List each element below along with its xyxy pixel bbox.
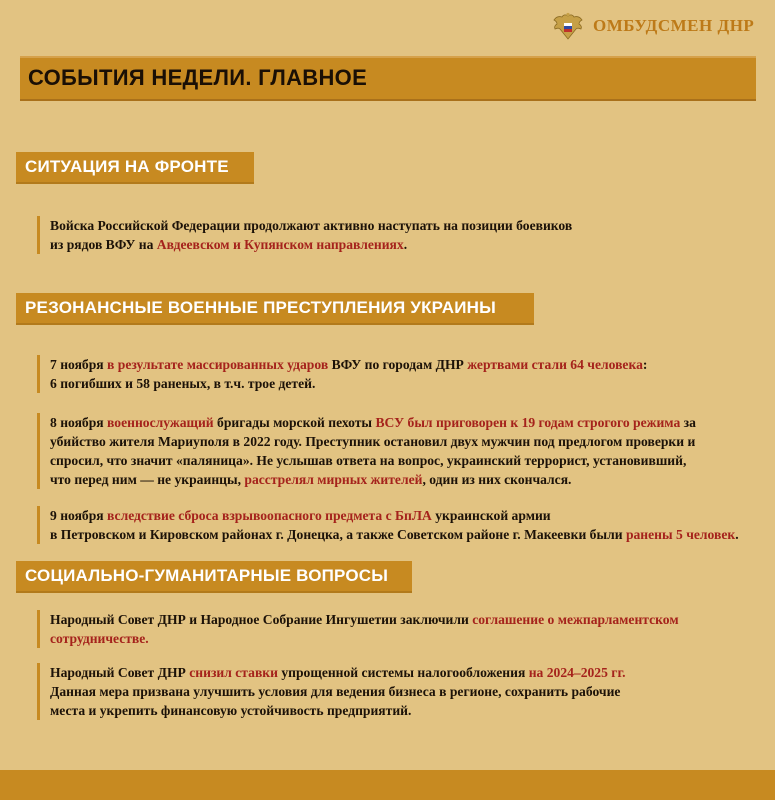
text-line: Данная мера призвана улучшить условия для ведения бизнеса в регионе, сохранить рабочие (50, 684, 621, 699)
text-line: 7 ноября в результате массированных ударов ВФУ по городам ДНР жертвами стали 64 человека: (50, 357, 648, 372)
footer-bar (0, 770, 775, 800)
text-line: 8 ноября военнослужащий бригады морской пехоты ВСУ был приговорен к 19 годам строгого режима за (50, 415, 696, 430)
highlight: ВСУ был приговорен к 19 годам строгого режима (375, 415, 681, 430)
text-line: места и укрепить финансовую устойчивость предприятий. (50, 703, 412, 718)
text-line: Народный Совет ДНР снизил ставки упрощенной системы налогообложения на 2024–2025 гг. (50, 665, 626, 680)
section-title: РЕЗОНАНСНЫЕ ВОЕННЫЕ ПРЕСТУПЛЕНИЯ УКРАИНЫ (25, 298, 496, 317)
highlight: ранены 5 человек (625, 527, 736, 542)
double-headed-eagle-emblem-icon (551, 12, 585, 42)
highlight: снизил ставки (189, 665, 278, 680)
paragraph-nov-8 (37, 413, 696, 489)
section-title: СОЦИАЛЬНО-ГУМАНИТАРНЫЕ ВОПРОСЫ (25, 566, 389, 585)
section-title: СИТУАЦИЯ НА ФРОНТЕ (25, 157, 229, 176)
text-line: 6 погибших и 58 раненых, в т.ч. трое детей. (50, 376, 316, 391)
text-line: из рядов ВФУ на Авдеевском и Купянском направлениях. (50, 237, 408, 252)
page-title: СОБЫТИЯ НЕДЕЛИ. ГЛАВНОЕ (28, 65, 368, 90)
section-header-front (16, 152, 254, 184)
highlight: жертвами стали 64 человека (467, 357, 643, 372)
section-header-social (16, 561, 412, 593)
text-line: в Петровском и Кировском районах г. Донецка, а также Советском районе г. Макеевки были ранены 5 человек. (50, 527, 739, 542)
text-line: что перед ним — не украинцы, расстрелял мирных жителей, один из них скончался. (50, 472, 572, 487)
main-title-bar (20, 56, 756, 101)
text-line: спросил, что значит «паляница». Не услышав ответа на вопрос, украинский террорист, установивший, (50, 453, 687, 468)
paragraph-front-situation (37, 216, 572, 254)
highlight: на 2024–2025 гг. (528, 665, 626, 680)
text-line: 9 ноября вследствие сброса взрывоопасного предмета с БпЛА украинской армии (50, 508, 551, 523)
highlight: военнослужащий (107, 415, 214, 430)
header-brand: ОМБУДСМЕН ДНР (593, 16, 755, 35)
highlight: Авдеевском и Купянском направлениях (156, 237, 404, 252)
highlight: расстрелял мирных жителей (244, 472, 423, 487)
paragraph-nov-9 (37, 506, 739, 544)
paragraph-tax-rates (37, 663, 626, 720)
highlight: вследствие сброса взрывоопасного предмета с БпЛА (107, 508, 432, 523)
highlight: сотрудничестве. (50, 631, 149, 646)
highlight: соглашение о межпарламентском (472, 612, 679, 627)
highlight: в результате массированных ударов (107, 357, 329, 372)
paragraph-nov-7 (37, 355, 647, 393)
text-line: убийство жителя Мариуполя в 2022 году. Преступник остановил двух мужчин под предлогом проверки и (50, 434, 696, 449)
text-line: Войска Российской Федерации продолжают активно наступать на позиции боевиков (50, 218, 573, 233)
text-line (50, 629, 679, 648)
section-header-war-crimes (16, 293, 534, 325)
text-line: Народный Совет ДНР и Народное Собрание Ингушетии заключили соглашение о межпарламентском (50, 612, 679, 627)
paragraph-parliament-agreement (37, 610, 679, 648)
